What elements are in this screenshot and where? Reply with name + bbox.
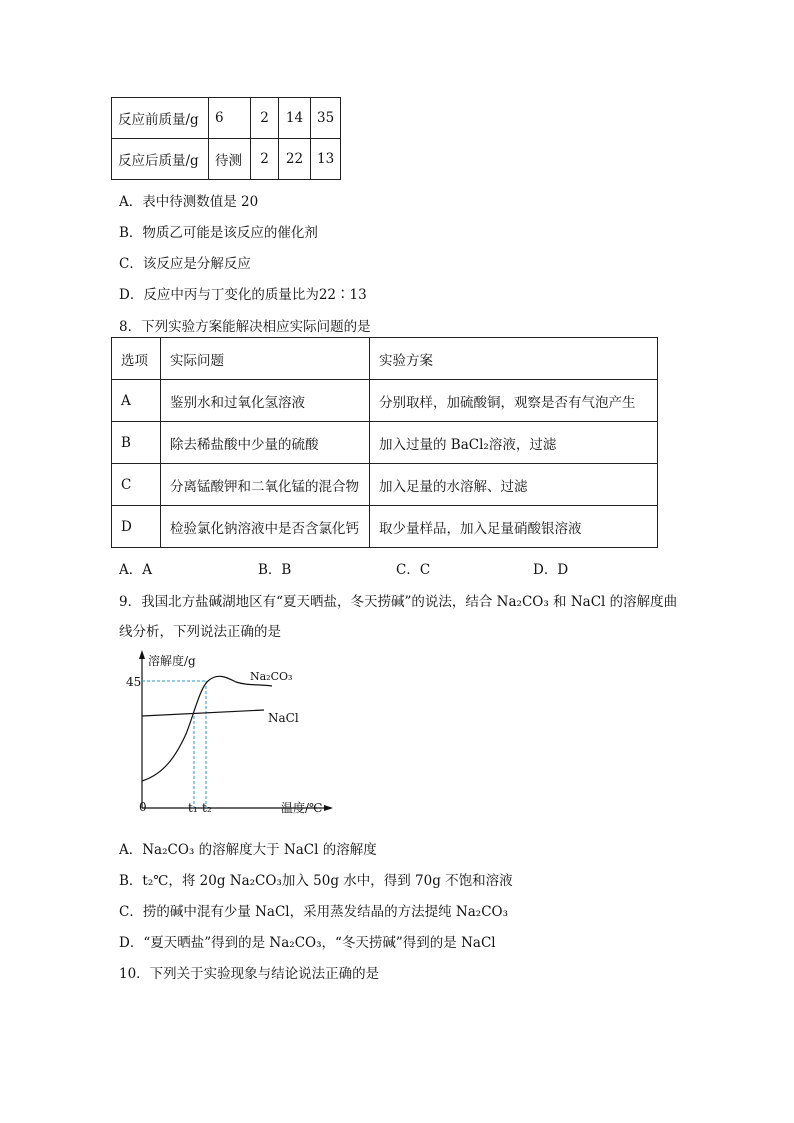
table-row <box>112 380 658 422</box>
series-na2co3 <box>142 676 272 781</box>
table-row <box>112 506 658 548</box>
q8-option-a: A．A <box>119 562 152 578</box>
series-label-nacl: NaCl <box>268 711 299 725</box>
x-axis-label: 温度/℃ <box>281 801 323 815</box>
q9-stem-line1: 9．我国北方盐碱湖地区有“夏天晒盐，冬天捞碱”的说法，结合 Na₂CO₃ 和 NaCl 的溶解度曲 <box>119 594 678 610</box>
series-nacl <box>142 710 264 716</box>
y-axis-label: 溶解度/g <box>148 654 196 668</box>
q8-option-b: B．B <box>258 562 292 578</box>
y-tick-45: 45 <box>126 675 142 689</box>
table-cell: 2 <box>251 139 279 180</box>
table-cell: 鉴别水和过氧化氢溶液 <box>161 380 370 422</box>
table-cell: 6 <box>209 98 251 139</box>
q9-option-a: A．Na₂CO₃ 的溶解度大于 NaCl 的溶解度 <box>119 842 377 858</box>
header-cell: 实验方案 <box>370 338 658 380</box>
row-label: 反应后质量/g <box>112 139 209 180</box>
x-axis-arrow <box>324 805 333 811</box>
table-row <box>112 464 658 506</box>
x-tick-t1: t₁ <box>188 801 198 815</box>
table-row <box>112 422 658 464</box>
table-cell: 除去稀盐酸中少量的硫酸 <box>161 422 370 464</box>
table-cell: 2 <box>251 98 279 139</box>
table-cell: 14 <box>279 98 311 139</box>
table-row <box>112 98 341 139</box>
x-tick-t2: t₂ <box>202 801 212 815</box>
table-cell: 分离锰酸钾和二氧化锰的混合物 <box>161 464 370 506</box>
q7-option-d: D．反应中丙与丁变化的质量比为22∶13 <box>119 287 367 303</box>
table-row <box>112 139 341 180</box>
table-cell: 分别取样，加硫酸铜，观察是否有气泡产生 <box>370 380 658 422</box>
experiment-table <box>111 337 658 548</box>
q8-option-c: C．C <box>396 562 431 578</box>
mass-table <box>111 97 341 180</box>
table-cell: A <box>112 380 161 422</box>
q8-option-d: D．D <box>533 562 569 578</box>
q9-stem-line2: 线分析，下列说法正确的是 <box>119 624 281 640</box>
table-cell: B <box>112 422 161 464</box>
q9-option-b: B．t₂℃，将 20g Na₂CO₃加入 50g 水中，得到 70g 不饱和溶液 <box>119 873 513 889</box>
table-cell: D <box>112 506 161 548</box>
table-cell: 取少量样品，加入足量硝酸银溶液 <box>370 506 658 548</box>
row-label: 反应前质量/g <box>112 98 209 139</box>
q7-option-c: C．该反应是分解反应 <box>119 256 251 272</box>
solubility-chart <box>126 646 336 818</box>
table-cell: 35 <box>311 98 341 139</box>
q10-stem: 10．下列关于实验现象与结论说法正确的是 <box>119 966 380 982</box>
table-cell: 加入过量的 BaCl₂溶液，过滤 <box>370 422 658 464</box>
table-cell: 待测 <box>209 139 251 180</box>
table-cell: 13 <box>311 139 341 180</box>
q7-option-a: A．表中待测数值是 20 <box>119 194 259 210</box>
header-cell: 实际问题 <box>161 338 370 380</box>
table-cell: 加入足量的水溶解、过滤 <box>370 464 658 506</box>
q7-option-b: B．物质乙可能是该反应的催化剂 <box>119 225 318 241</box>
table-cell: 检验氯化钠溶液中是否含氯化钙 <box>161 506 370 548</box>
table-cell: 22 <box>279 139 311 180</box>
origin-label: 0 <box>139 800 147 814</box>
header-cell: 选项 <box>112 338 161 380</box>
q9-option-d: D．“夏天晒盐”得到的是 Na₂CO₃，“冬天捞碱”得到的是 NaCl <box>119 935 496 951</box>
table-header-row <box>112 338 658 380</box>
q8-stem: 8．下列实验方案能解决相应实际问题的是 <box>119 319 371 335</box>
series-label-na2co3: Na₂CO₃ <box>250 670 293 683</box>
q9-option-c: C．捞的碱中混有少量 NaCl，采用蒸发结晶的方法提纯 Na₂CO₃ <box>119 904 509 920</box>
y-axis-arrow <box>139 650 145 659</box>
table-cell: C <box>112 464 161 506</box>
